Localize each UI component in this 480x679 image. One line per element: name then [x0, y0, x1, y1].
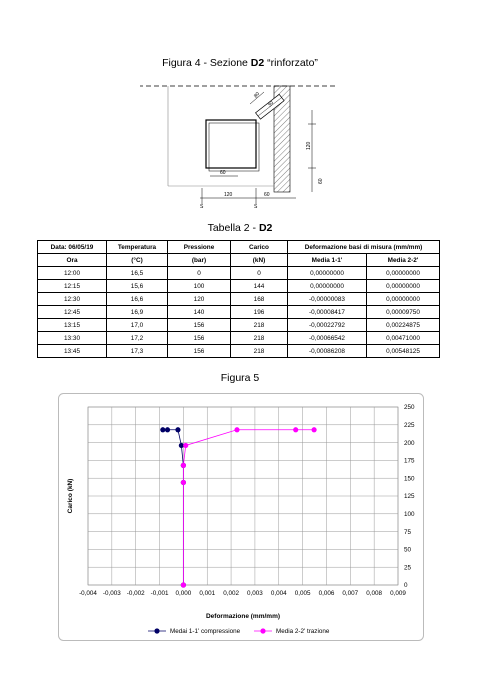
x-tick-label: 0,002	[223, 590, 239, 597]
table-cell: 0,00548125	[367, 345, 440, 358]
header-pressure-unit: (bar)	[168, 254, 231, 267]
table-cell: 0,00000000	[367, 293, 440, 306]
table-cell: 0,00471000	[367, 332, 440, 345]
table-cell: 144	[231, 280, 288, 293]
y-tick-label: 100	[404, 511, 415, 518]
header-temperature-unit: (°C)	[107, 254, 168, 267]
table-cell: 196	[231, 306, 288, 319]
series-1-point	[160, 427, 165, 432]
header-load: Carico	[231, 241, 288, 254]
measurement-table	[37, 240, 440, 358]
table-caption-prefix: Tabella 2 -	[207, 222, 259, 234]
x-tick-label: 0,000	[175, 590, 192, 597]
table-cell: 218	[231, 332, 288, 345]
x-tick-label: -0,002	[126, 590, 145, 597]
header-media-2: Media 2-2'	[367, 254, 440, 267]
figure-4-caption-prefix: Figura 4 - Sezione	[162, 57, 251, 69]
header-deformation: Deformazione basi di misura (mm/mm)	[288, 241, 440, 254]
table-cell: 17,0	[107, 319, 168, 332]
table-caption	[0, 222, 480, 234]
figure-4-caption-section: D2	[250, 57, 265, 69]
figure-4-caption-suffix: “rinforzato”	[264, 57, 318, 69]
dim-60-inner: 60	[220, 170, 226, 176]
x-tick-label: -0,001	[150, 590, 169, 597]
dim-80: 80	[252, 91, 262, 100]
table-caption-section: D2	[258, 222, 273, 234]
legend-label-series-1: Medai 1-1' compressione	[170, 628, 241, 635]
table-row	[38, 293, 440, 306]
header-time: Ora	[38, 254, 107, 267]
series-2-point	[234, 427, 239, 432]
table-header-row-1	[38, 241, 440, 254]
series-2-point	[183, 443, 188, 448]
table-cell: 16,9	[107, 306, 168, 319]
series-2-point	[181, 582, 186, 587]
table-cell: 218	[231, 319, 288, 332]
y-tick-label: 150	[404, 475, 415, 483]
load-deformation-chart	[58, 393, 424, 641]
table-row	[38, 280, 440, 293]
series-2-point	[181, 480, 186, 485]
y-tick-label: 0	[404, 582, 408, 590]
table-cell: 156	[168, 345, 231, 358]
table-cell: 17,3	[107, 345, 168, 358]
header-load-unit: (kN)	[231, 254, 288, 267]
table-cell: 156	[168, 319, 231, 332]
series-2-point	[311, 427, 316, 432]
dim-120-vertical: 120	[306, 141, 312, 150]
table-cell: 12:15	[38, 280, 107, 293]
table-header-row-2	[38, 254, 440, 267]
legend-marker-series-1	[154, 628, 159, 633]
s-label-left: S	[200, 204, 204, 210]
y-axis-label: Carico (kN)	[67, 478, 74, 514]
x-tick-label: 0,004	[270, 590, 287, 597]
series-2-point	[181, 463, 186, 468]
table-cell: 16,6	[107, 293, 168, 306]
y-tick-label: 225	[404, 422, 415, 429]
legend	[148, 628, 330, 635]
legend-label-series-2: Media 2-2' trazione	[276, 628, 330, 635]
table-cell: 218	[231, 345, 288, 358]
x-tick-label: 0,006	[318, 590, 335, 597]
table-cell: 15,6	[107, 280, 168, 293]
x-tick-label: 0,008	[366, 590, 383, 597]
dim-30: 30	[266, 100, 276, 109]
table-cell: 12:00	[38, 267, 107, 280]
table-cell: -0,00000083	[288, 293, 367, 306]
header-media-1: Media 1-1'	[288, 254, 367, 267]
table-cell: 13:30	[38, 332, 107, 345]
series-1-point	[175, 427, 180, 432]
x-tick-label: -0,004	[79, 590, 97, 597]
inner-box	[206, 120, 256, 168]
y-tick-label: 250	[404, 404, 415, 412]
table-cell: 120	[168, 293, 231, 306]
section-drawing	[140, 80, 340, 210]
table-cell: 0,00000000	[288, 280, 367, 293]
table-cell: 100	[168, 280, 231, 293]
header-pressure: Pressione	[168, 241, 231, 254]
table-cell: 156	[168, 332, 231, 345]
dim-60-horizontal: 60	[264, 192, 270, 198]
table-cell: 0,00224875	[367, 319, 440, 332]
dim-60-vertical: 60	[318, 178, 324, 184]
y-tick-label: 200	[404, 439, 415, 447]
series-1-point	[165, 427, 170, 432]
header-date: Data: 06/05/19	[38, 241, 107, 254]
table-cell: 140	[168, 306, 231, 319]
s-label-right: S	[254, 204, 258, 210]
x-tick-label: 0,007	[342, 590, 359, 597]
table-cell: -0,00008417	[288, 306, 367, 319]
table-body	[38, 267, 440, 358]
table-cell: 16,5	[107, 267, 168, 280]
table-cell: 17,2	[107, 332, 168, 345]
y-tick-label: 175	[404, 457, 415, 465]
y-tick-label: 75	[404, 528, 412, 536]
legend-marker-series-2	[260, 628, 265, 633]
x-tick-label: 0,001	[199, 590, 216, 597]
x-axis-label: Deformazione (mm/mm)	[205, 613, 281, 620]
y-tick-label: 50	[404, 546, 412, 554]
table-cell: -0,00022792	[288, 319, 367, 332]
table-row	[38, 319, 440, 332]
x-tick-label: 0,003	[247, 590, 263, 597]
y-tick-label: 25	[404, 564, 412, 572]
table-cell: 0,00009750	[367, 306, 440, 319]
header-temperature: Temperatura	[107, 241, 168, 254]
table-cell: 12:45	[38, 306, 107, 319]
table-cell: -0,00066542	[288, 332, 367, 345]
x-tick-label: 0,009	[390, 590, 406, 597]
table-cell: 0,00000000	[288, 267, 367, 280]
series-2-point	[293, 427, 298, 432]
table-cell: 13:45	[38, 345, 107, 358]
x-tick-label: -0,003	[102, 590, 121, 597]
table-cell: 0	[168, 267, 231, 280]
table-row	[38, 332, 440, 345]
table-cell: 0,00000000	[367, 280, 440, 293]
table-row	[38, 306, 440, 319]
table-cell: 12:30	[38, 293, 107, 306]
x-tick-label: 0,005	[294, 590, 311, 597]
y-tick-label: 125	[404, 493, 415, 501]
dim-120-horizontal: 120	[224, 192, 233, 198]
figure-4-caption	[0, 57, 480, 69]
table-cell: -0,00086208	[288, 345, 367, 358]
table-row	[38, 267, 440, 280]
table-cell: 0,00000000	[367, 267, 440, 280]
table-row	[38, 345, 440, 358]
table-cell: 168	[231, 293, 288, 306]
table-cell: 0	[231, 267, 288, 280]
figure-5-caption: Figura 5	[220, 372, 260, 384]
table-cell: 13:15	[38, 319, 107, 332]
